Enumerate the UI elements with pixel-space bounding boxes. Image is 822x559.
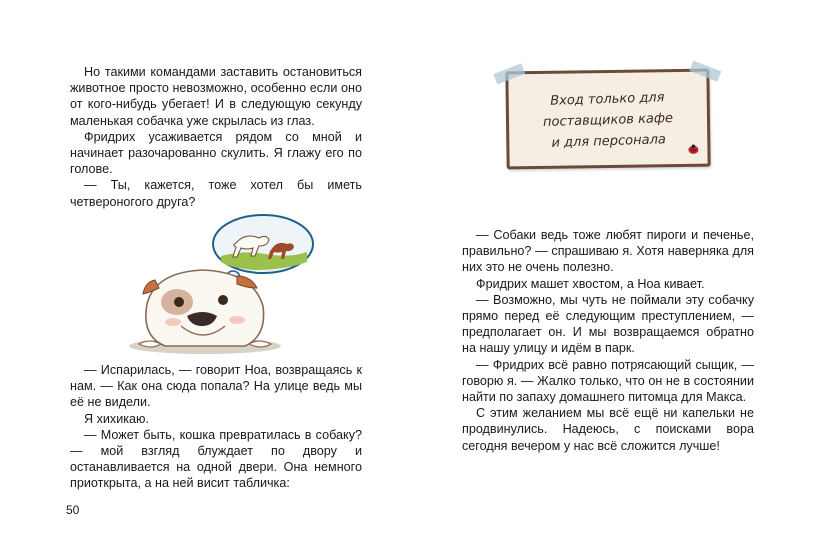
bulldog-eye (174, 297, 184, 307)
tape-strip (689, 61, 721, 82)
right-page-text (462, 227, 754, 454)
paragraph: — Возможно, мы чуть не поймали эту собачку прямо перед её следующим преступлением, — предполагает он. И мы возвращаемся обратно на нашу улицу и идём в парк. (462, 292, 754, 356)
paragraph: — Ты, кажется, тоже хотел бы иметь четвероногого друга? (70, 178, 362, 209)
paragraph: Но такими командами заставить остановиться животное просто невозможно, особенно если оно от кого-нибудь убегает! И в следующую секунду маленькая собачка уже скрылась из глаз. (70, 65, 362, 128)
paragraph: — Испарилась, — говорит Ноа, возвращаясь к нам. — Как она сюда попала? На улице ведь мы её не видели. (70, 363, 362, 410)
paragraph: Фридрих усаживается рядом со мной и начинает разочарованно скулить. Я глажу его по голове. (70, 129, 362, 177)
paragraph: Фридрих машет хвостом, а Ноа кивает. (476, 276, 705, 291)
staff-only-sign (505, 69, 710, 170)
paragraph: — Может быть, кошка превратилась в собаку? — мой взгляд блуждает по двору и останавливается на одной двери. Она немного приоткрыта, а на ней висит табличка: (70, 427, 362, 491)
paragraph: — Собаки ведь тоже любят пироги и печенье, правильно? — спрашиваю я. Хотя наверняка для них это не очень полезно. (462, 228, 754, 275)
paragraph: С этим желанием мы всё ещё ни капельки не продвинулись. Надеюсь, с поисками вора сегодня вечером у нас всё сложится лучше! (462, 406, 754, 453)
ladybug-icon (687, 144, 699, 154)
tape-strip (493, 63, 525, 84)
sign-line: Вход только для (550, 90, 665, 109)
sign-line: поставщиков кафе (542, 110, 674, 131)
left-page-text-bottom (70, 362, 362, 492)
bulldog-dreaming-illustration (125, 214, 315, 359)
paragraph: Я хихикаю. (84, 411, 149, 426)
paragraph: — Фридрих всё равно потрясающий сыщик, — говорю я. — Жалко только, что он не в состоянии найти по запаху домашнего питомца для Макса. (462, 357, 754, 405)
bulldog-eye (218, 295, 228, 305)
sign-line: и для персонала (551, 132, 667, 151)
sign-text (514, 86, 702, 155)
page-number: 50 (66, 503, 80, 517)
left-page-text-top (70, 64, 362, 210)
